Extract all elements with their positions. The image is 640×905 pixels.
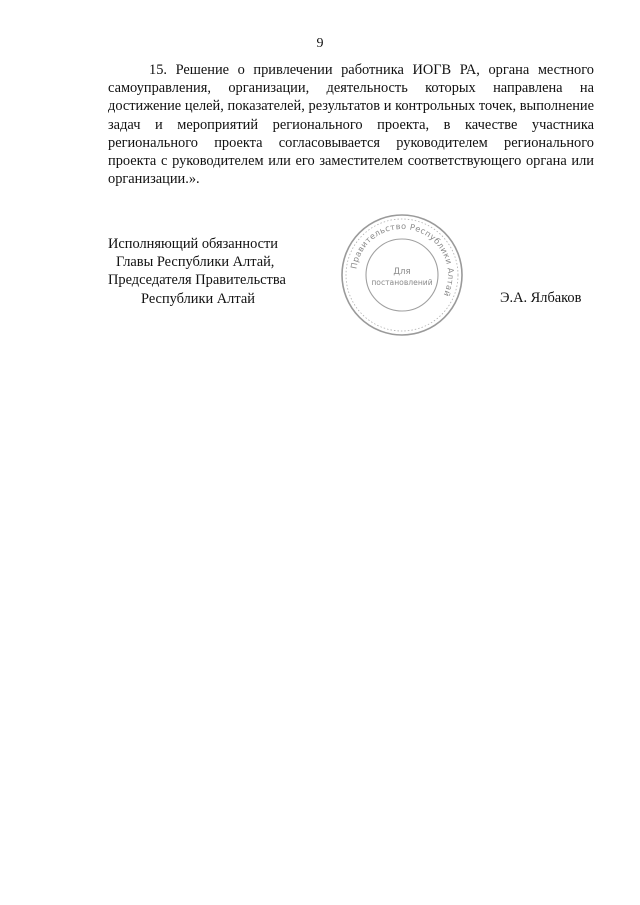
signatory-title-line: Главы Республики Алтай, <box>116 254 275 271</box>
seal-inner-text: Для <box>393 267 411 277</box>
signatory-name: Э.А. Ялбаков <box>500 290 582 306</box>
signatory-title <box>108 235 286 308</box>
signatory-title-line: Республики Алтай <box>141 290 255 307</box>
signatory-title-line: Исполняющий обязанности <box>108 236 279 252</box>
official-seal-stamp <box>340 213 464 337</box>
seal-inner-text: постановлений <box>371 278 433 287</box>
signatory-title-line: Председателя Правительства <box>108 272 286 289</box>
page-number: 9 <box>316 36 324 51</box>
body-paragraph: 15. Решение о привлечении работника ИОГВ РА, органа местного самоуправления, организации, деятельность которых направлена на достижение целей, показателей, результатов и контрольных точек, выполнение задач и мероприятий регионального проекта, в качестве участника регионального проекта согласовывается руководителем регионального проекта с руководителем или его заместителем соответствующего органа или организации.». <box>108 62 594 188</box>
seal-outer-text: Правительство Республики Алтай <box>348 220 457 299</box>
